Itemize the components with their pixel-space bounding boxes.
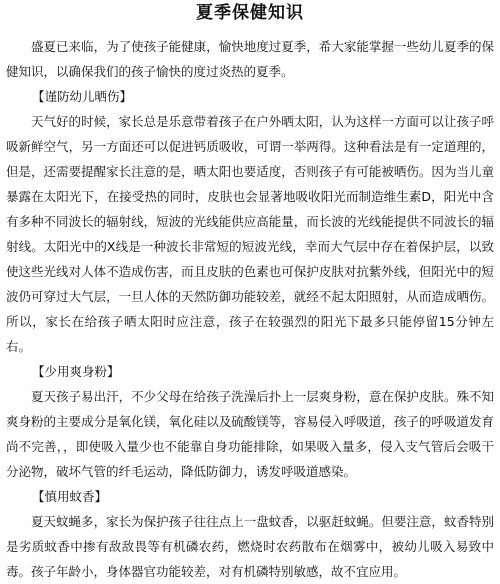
section-sunburn — [6, 84, 494, 359]
section-body-sunburn: 天气好的时候，家长总是乐意带着孩子在户外晒太阳，认为这样一方面可以让孩子呼吸新鲜空气，另一方面还可以促进钙质吸收，可谓一举两得。这种看法是有一定道理的，但是，还需要提醒家长注意的是，晒太阳也要适度，否则孩子有可能被晒伤。因为当儿童暴露在太阳光下，在接受热的同时，皮肤也会显著地吸收阳光而制造维生素D，阳光中含有多种不同波长的辐射线，短波的光线能供应高能量，而长波的光线能提供不同波长的辐射线。太阳光中的X线是一种波长非常短的短波光线，幸而大气层中存在着保护层，以致使这些光线对人体不造成伤害，而且皮肤的色素也可保护皮肤对抗紫外线，但阳光中的短波仍可穿过大气层，一旦人体的天然防御功能较差，就经不起太阳照射，从而造成晒伤。所以，家长在给孩子晒太阳时应注意，孩子在较强烈的阳光下最多只能停留15分钟左右。 — [6, 114, 494, 354]
intro-paragraph: 盛夏已来临，为了使孩子能健康，愉快地度过夏季，希大家能掌握一些幼儿夏季的保健知识，以确保我们的孩子愉快的度过炎热的夏季。 — [6, 39, 494, 79]
section-mosquito-coil — [6, 484, 494, 584]
section-heading-talcum-powder: 【少用爽身粉】 — [32, 364, 120, 379]
document-page — [6, 0, 494, 579]
section-heading-sunburn: 【谨防幼儿晒伤】 — [32, 89, 133, 104]
section-talcum-powder — [6, 359, 494, 484]
document-title: 夏季保健知识 — [196, 3, 304, 23]
section-body-talcum-powder: 夏天孩子易出汗，不少父母在给孩子洗澡后扑上一层爽身粉，意在保护皮肤。殊不知爽身粉的主要成分是氧化镁，氧化硅以及硫酸镁等，容易侵入呼吸道，孩子的呼吸道发育尚不完善，，即使吸入量少也不能靠自身功能排除，如果吸入量多，侵入支气管后会吸干分泌物，破坏气管的纤毛运动，降低防御力，诱发呼吸道感染。 — [6, 389, 494, 479]
section-body-mosquito-coil: 夏天蚊蝇多，家长为保护孩子往往点上一盘蚊香，以驱赶蚊蝇。但要注意，蚊香特别是劣质蚊香中掺有敌敌畏等有机磷农药，燃烧时农药散布在烟雾中，被幼儿吸入易致中毒。孩子年龄小，身体器官功能较差，对有机磷特别敏感，故不宜应用。 — [6, 514, 494, 579]
section-heading-mosquito-coil: 【慎用蚊香】 — [32, 489, 108, 504]
